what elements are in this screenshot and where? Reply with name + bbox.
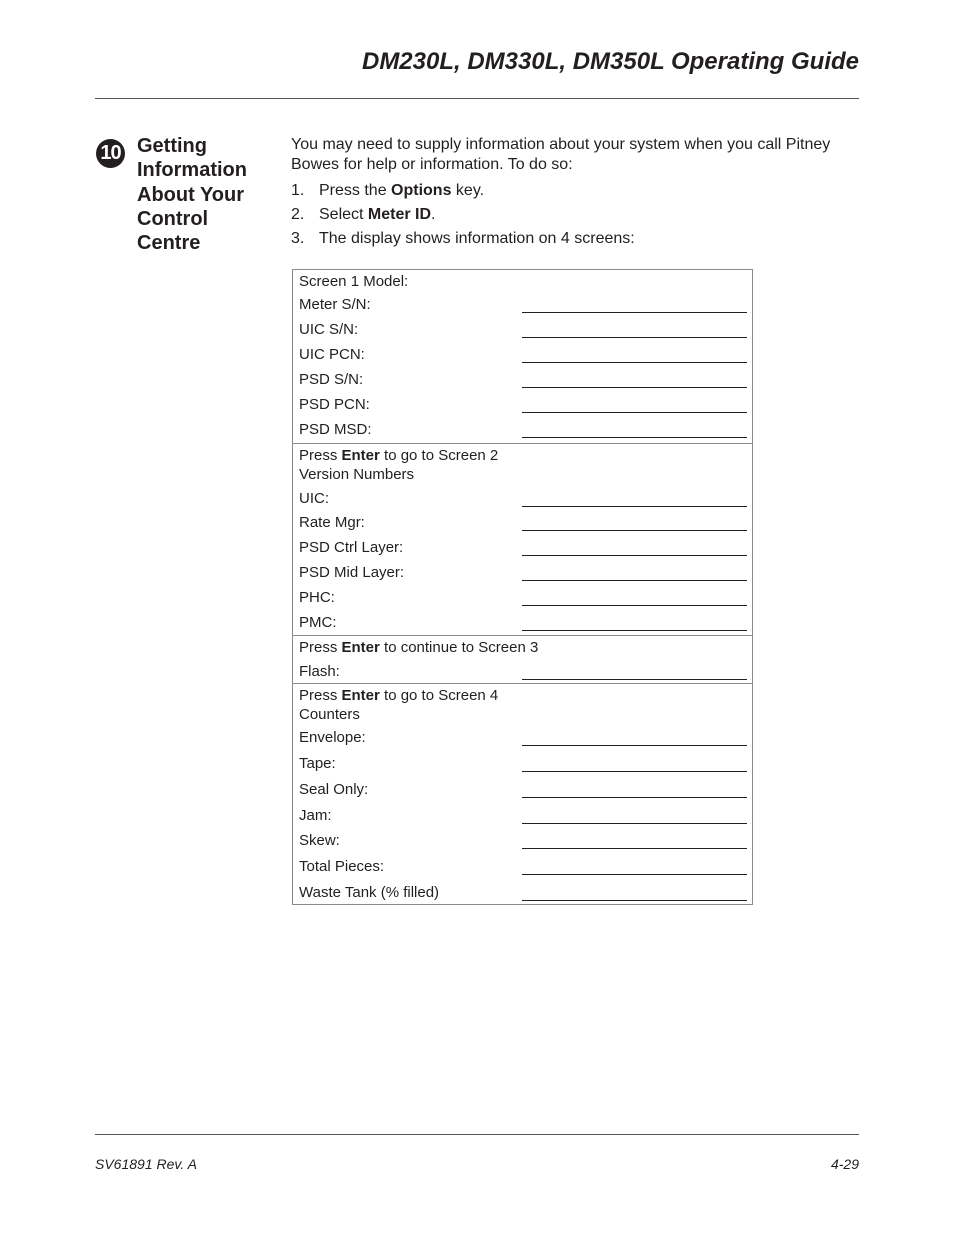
fill-in-line[interactable] (522, 797, 747, 798)
field-label: PSD S/N: (299, 371, 364, 388)
step-key-name: Options (391, 182, 452, 199)
fill-in-line[interactable] (522, 387, 747, 388)
fill-in-line[interactable] (522, 630, 747, 631)
field-label: Total Pieces: (299, 858, 385, 875)
fill-in-line[interactable] (522, 679, 747, 680)
step-text (319, 205, 436, 229)
step-key-name: Meter ID (367, 206, 432, 223)
fill-in-line[interactable] (522, 437, 747, 438)
field-label: Skew: (299, 832, 340, 849)
fill-in-line[interactable] (522, 605, 747, 606)
instruction-text: to go to Screen 2 (379, 447, 499, 464)
field-label: Meter S/N: (299, 296, 371, 313)
intro-paragraph: You may need to supply information about your system when you call Pitney Bowes for help or information. To do so: (291, 136, 831, 173)
fill-in-line[interactable] (522, 771, 747, 772)
screen-2-block (293, 443, 752, 635)
field-label: Flash: (299, 663, 340, 680)
heading-line: About Your (137, 183, 245, 206)
step-text (319, 181, 484, 205)
field-label: PSD Mid Layer: (299, 564, 405, 581)
step-number-badge: 10 (96, 139, 125, 168)
step-text-part: Press the (319, 182, 392, 199)
step-text-part: key. (451, 182, 485, 199)
fill-in-line[interactable] (522, 506, 747, 507)
enter-key-name: Enter (341, 687, 380, 704)
step-text (319, 229, 635, 253)
fill-in-line[interactable] (522, 580, 747, 581)
step-text-part: . (431, 206, 436, 223)
step-num: 2. (291, 206, 305, 223)
field-label: Seal Only: (299, 781, 369, 798)
fill-in-line[interactable] (522, 337, 747, 338)
heading-line: Information (137, 159, 247, 182)
instruction-text: to continue to Screen 3 (379, 639, 539, 656)
step-item (291, 181, 635, 205)
instruction-text: Press (299, 687, 342, 704)
footer-rule (95, 1134, 859, 1135)
step-item (291, 229, 635, 253)
screen-instruction (299, 687, 498, 704)
screen-1-block (293, 270, 752, 443)
fill-in-line[interactable] (522, 555, 747, 556)
field-label: PSD Ctrl Layer: (299, 539, 404, 556)
field-label: PHC: (299, 589, 335, 606)
fill-in-line[interactable] (522, 745, 747, 746)
field-label: PSD MSD: (299, 421, 372, 438)
field-label: PMC: (299, 614, 337, 631)
enter-key-name: Enter (341, 639, 380, 656)
section-heading (137, 134, 277, 255)
screen-3-block (293, 635, 752, 683)
field-label: Tape: (299, 755, 336, 772)
fill-in-line[interactable] (522, 874, 747, 875)
screen-instruction (299, 639, 538, 656)
step-num: 3. (291, 230, 305, 247)
step-text-part: Select (319, 206, 368, 223)
heading-line: Control (137, 207, 209, 230)
screen-subtitle: Version Numbers (299, 466, 415, 483)
field-label: Rate Mgr: (299, 514, 365, 531)
footer-doc-id: SV61891 Rev. A (95, 1156, 197, 1172)
meter-id-form (292, 269, 753, 905)
field-label: Waste Tank (% filled) (299, 884, 440, 901)
screen-subtitle: Counters (299, 706, 360, 723)
steps-list (291, 181, 635, 253)
field-label: Envelope: (299, 729, 366, 746)
step-num: 1. (291, 182, 305, 199)
fill-in-line[interactable] (522, 412, 747, 413)
fill-in-line[interactable] (522, 823, 747, 824)
enter-key-name: Enter (341, 447, 380, 464)
fill-in-line[interactable] (522, 900, 747, 901)
instruction-text: Press (299, 447, 342, 464)
step-item (291, 205, 635, 229)
instruction-text: Press (299, 639, 342, 656)
fill-in-line[interactable] (522, 848, 747, 849)
fill-in-line[interactable] (522, 530, 747, 531)
page-header-title: DM230L, DM330L, DM350L Operating Guide (361, 48, 859, 75)
field-label: UIC: (299, 490, 329, 507)
instruction-text: to go to Screen 4 (379, 687, 499, 704)
fill-in-line[interactable] (522, 362, 747, 363)
heading-line: Getting (137, 135, 207, 157)
field-label: PSD PCN: (299, 396, 370, 413)
footer-page-number: 4-29 (830, 1156, 859, 1172)
step-text-part: The display shows information on 4 screens: (319, 230, 635, 247)
header-rule (95, 98, 859, 99)
screen-title: Screen 1 Model: (299, 273, 409, 290)
field-label: UIC PCN: (299, 346, 365, 363)
field-label: Jam: (299, 807, 332, 824)
field-label: UIC S/N: (299, 321, 359, 338)
heading-line: Centre (137, 232, 201, 255)
fill-in-line[interactable] (522, 312, 747, 313)
screen-instruction (299, 447, 498, 464)
screen-4-block (293, 683, 752, 904)
